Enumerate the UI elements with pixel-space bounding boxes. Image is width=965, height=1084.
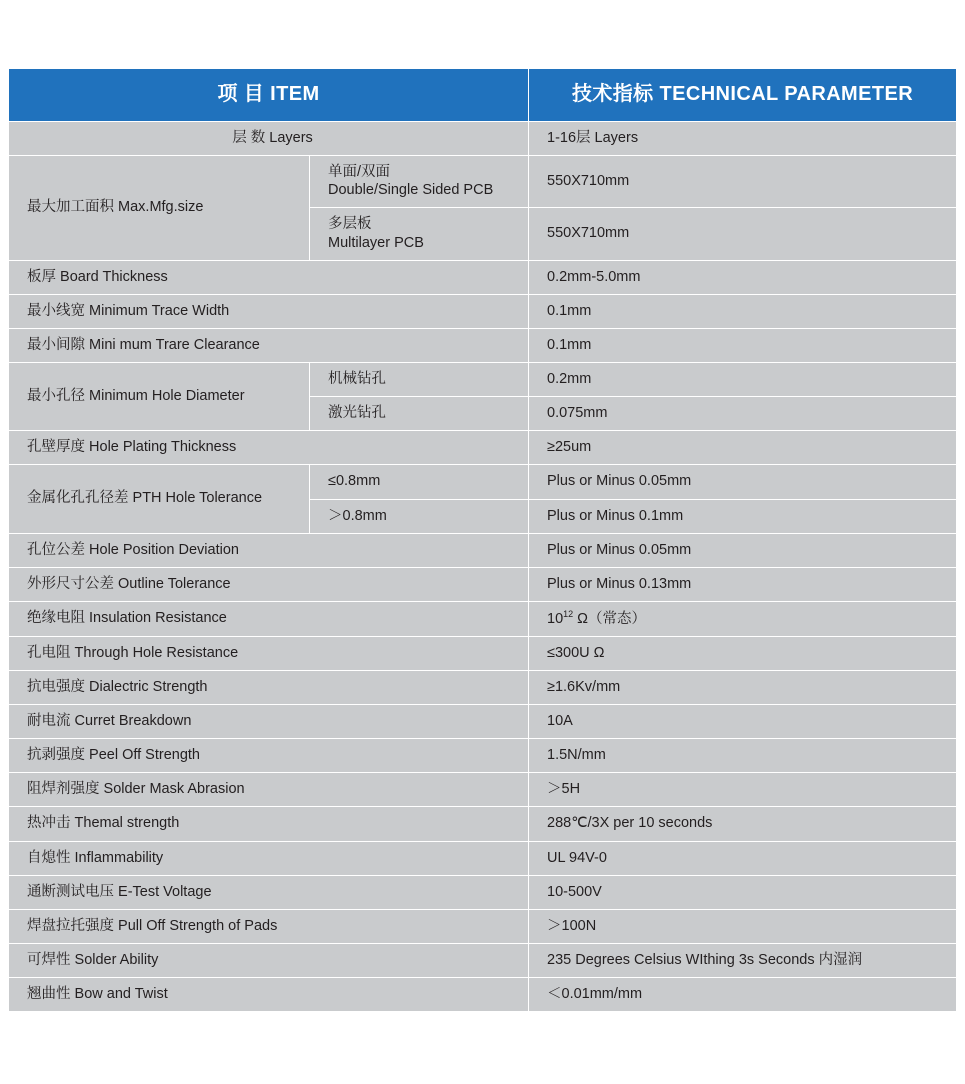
row-subitem-label: ＞0.8mm (310, 500, 528, 533)
table-body (9, 69, 956, 1011)
table-row (9, 261, 956, 294)
row-value: Plus or Minus 0.05mm (529, 465, 956, 498)
specification-table (8, 68, 957, 1012)
row-value: 550X710mm (529, 208, 956, 259)
table-row (9, 773, 956, 806)
row-item-label: 板厚 Board Thickness (9, 261, 528, 294)
row-value: ＞100N (529, 910, 956, 943)
table-row (9, 122, 956, 155)
table-row (9, 910, 956, 943)
row-value: 288℃/3X per 10 seconds (529, 807, 956, 840)
row-item-label: 孔位公差 Hole Position Deviation (9, 534, 528, 567)
row-value: ≥25um (529, 431, 956, 464)
row-item-label: 最小间隙 Mini mum Trare Clearance (9, 329, 528, 362)
table-row (9, 671, 956, 704)
row-value: 0.2mm (529, 363, 956, 396)
row-value: ≤300U Ω (529, 637, 956, 670)
table-row (9, 807, 956, 840)
row-value: 10A (529, 705, 956, 738)
row-item-label: 耐电流 Curret Breakdown (9, 705, 528, 738)
table-row (9, 534, 956, 567)
row-item-label: 孔电阻 Through Hole Resistance (9, 637, 528, 670)
row-value: ＜0.01mm/mm (529, 978, 956, 1011)
row-value: 0.2mm-5.0mm (529, 261, 956, 294)
row-value: ＞5H (529, 773, 956, 806)
row-value: $10^{12}$ Ω（常态） (529, 602, 956, 636)
row-item-label: 抗剥强度 Peel Off Strength (9, 739, 528, 772)
table-row (9, 295, 956, 328)
row-item-label: 最小孔径 Minimum Hole Diameter (9, 363, 309, 430)
row-value: Plus or Minus 0.1mm (529, 500, 956, 533)
row-item-label: 最大加工面积 Max.Mfg.size (9, 156, 309, 260)
row-item-label: 抗电强度 Dialectric Strength (9, 671, 528, 704)
table-row (9, 156, 956, 207)
row-item-label: 层 数 Layers (9, 122, 528, 155)
row-subitem-label: 多层板 Multilayer PCB (310, 208, 528, 259)
row-subitem-label: ≤0.8mm (310, 465, 528, 498)
table-row (9, 978, 956, 1011)
row-value: 10-500V (529, 876, 956, 909)
table-row (9, 602, 956, 636)
header-cell-parameter: 技术指标 TECHNICAL PARAMETER (529, 69, 956, 121)
header-cell-item: 项 目 ITEM (9, 69, 528, 121)
table-row (9, 842, 956, 875)
row-subitem-label: 机械钻孔 (310, 363, 528, 396)
row-item-label: 热冲击 Themal strength (9, 807, 528, 840)
row-item-label: 孔壁厚度 Hole Plating Thickness (9, 431, 528, 464)
row-value: Plus or Minus 0.13mm (529, 568, 956, 601)
table-row (9, 431, 956, 464)
row-value: 235 Degrees Celsius WIthing 3s Seconds 内湿润 (529, 944, 956, 977)
row-value: 1.5N/mm (529, 739, 956, 772)
row-item-label: 自熄性 Inflammability (9, 842, 528, 875)
row-subitem-label: 激光钻孔 (310, 397, 528, 430)
row-item-label: 阻焊剂强度 Solder Mask Abrasion (9, 773, 528, 806)
row-value: Plus or Minus 0.05mm (529, 534, 956, 567)
table-row (9, 363, 956, 396)
row-item-label: 最小线宽 Minimum Trace Width (9, 295, 528, 328)
row-item-label: 外形尺寸公差 Outline Tolerance (9, 568, 528, 601)
table-row (9, 739, 956, 772)
row-item-label: 通断测试电压 E-Test Voltage (9, 876, 528, 909)
row-value: ≥1.6Kv/mm (529, 671, 956, 704)
row-subitem-label: 单面/双面 Double/Single Sided PCB (310, 156, 528, 207)
table-row (9, 876, 956, 909)
table-row (9, 705, 956, 738)
table-row (9, 637, 956, 670)
table-row (9, 568, 956, 601)
row-value: 1-16层 Layers (529, 122, 956, 155)
row-value: 550X710mm (529, 156, 956, 207)
row-value: 0.1mm (529, 329, 956, 362)
row-value: 0.1mm (529, 295, 956, 328)
table-row (9, 329, 956, 362)
table-row (9, 465, 956, 498)
row-item-label: 可焊性 Solder Ability (9, 944, 528, 977)
row-item-label: 绝缘电阻 Insulation Resistance (9, 602, 528, 636)
table-header-row (9, 69, 956, 121)
row-value: UL 94V-0 (529, 842, 956, 875)
row-item-label: 翘曲性 Bow and Twist (9, 978, 528, 1011)
row-item-label: 焊盘拉托强度 Pull Off Strength of Pads (9, 910, 528, 943)
row-value: 0.075mm (529, 397, 956, 430)
row-item-label: 金属化孔孔径差 PTH Hole Tolerance (9, 465, 309, 532)
table-row (9, 944, 956, 977)
